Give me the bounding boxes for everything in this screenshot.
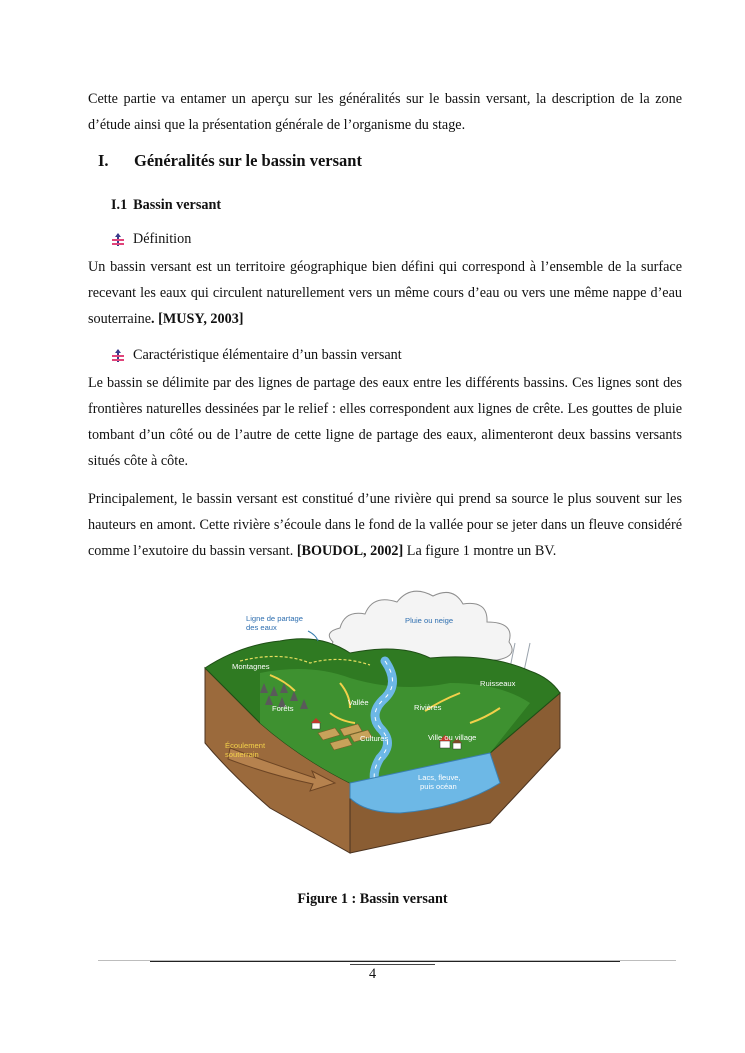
watershed-figure [200, 583, 570, 863]
subsection-title: Bassin versant [133, 197, 222, 213]
principal-paragraph [88, 486, 682, 564]
characteristic-paragraph: Le bassin se délimite par des lignes de partage des eaux entre les différents bassins. Ces lignes sont des frontières naturelles dessinées par le relief : elles correspondent aux lignes de crête. Les gouttes de pluie tombant d’un côté ou de l’autre de cette ligne de partage des eaux, alimenteront deux bassins versants situés côte à côte. [88, 375, 682, 469]
label-rivieres: Rivières [414, 703, 442, 712]
definition-paragraph [88, 254, 682, 332]
footer-rule-short [350, 964, 435, 965]
label-montagnes: Montagnes [232, 662, 270, 671]
intro-paragraph: Cette partie va entamer un aperçu sur les généralités sur le bassin versant, la description de la zone d’étude ainsi que la présentation générale de l’organisme du stage. [88, 91, 682, 133]
subsection-heading [111, 197, 221, 214]
label-ligne-partage-1: Ligne de partage [246, 614, 304, 623]
label-ecoulement-2: souterrain [225, 750, 259, 759]
label-ruisseaux: Ruisseaux [480, 679, 516, 688]
bullet-label: Caractéristique élémentaire d’un bassin versant [133, 347, 402, 363]
label-ville: Ville ou village [428, 733, 477, 742]
label-vallee: Vallée [348, 698, 369, 707]
section-heading [98, 151, 362, 171]
section-title: Généralités sur le bassin versant [134, 151, 362, 170]
bullet-arrow-icon [111, 349, 125, 363]
bullet-definition [111, 231, 191, 248]
figure-caption: Figure 1 : Bassin versant [297, 891, 448, 907]
label-forets: Forêts [272, 704, 294, 713]
footer-rule-dark [150, 961, 620, 962]
bullet-label: Définition [133, 231, 192, 247]
label-cultures: Cultures [360, 734, 389, 743]
section-number: I. [98, 151, 109, 170]
label-ligne-partage-2: des eaux [246, 623, 277, 632]
principal-text: Principalement, le bassin versant est constitué d’une rivière qui prend sa source le plus souvent sur les hauteurs en amont. Cette rivière s’écoule dans le fond de la vallée pour se jeter dans un fleuve considéré comme l’exutoire du bassin versant. [88, 491, 682, 559]
cloud-shapes [329, 591, 512, 660]
principal-citation: [BOUDOL, 2002] [296, 543, 404, 559]
bullet-characteristic [111, 347, 402, 364]
definition-text: Un bassin versant est un territoire géographique bien défini qui correspond à l’ensemble de la surface recevant les eaux qui circulent naturellement vers un même cours d’eau ou vers une même nappe d’eau souterraine [88, 259, 682, 327]
watershed-illustration [200, 583, 570, 863]
label-ecoulement-1: Écoulement [225, 741, 266, 750]
principal-after: La figure 1 montre un BV. [403, 543, 557, 559]
label-pluie: Pluie ou neige [405, 616, 454, 625]
label-lacs-2: puis océan [420, 782, 457, 791]
subsection-number: I.1 [111, 197, 128, 213]
page-number: 4 [368, 966, 377, 982]
bullet-arrow-icon [111, 233, 125, 247]
label-lacs-1: Lacs, fleuve, [418, 773, 461, 782]
definition-citation: . [MUSY, 2003] [151, 311, 244, 327]
